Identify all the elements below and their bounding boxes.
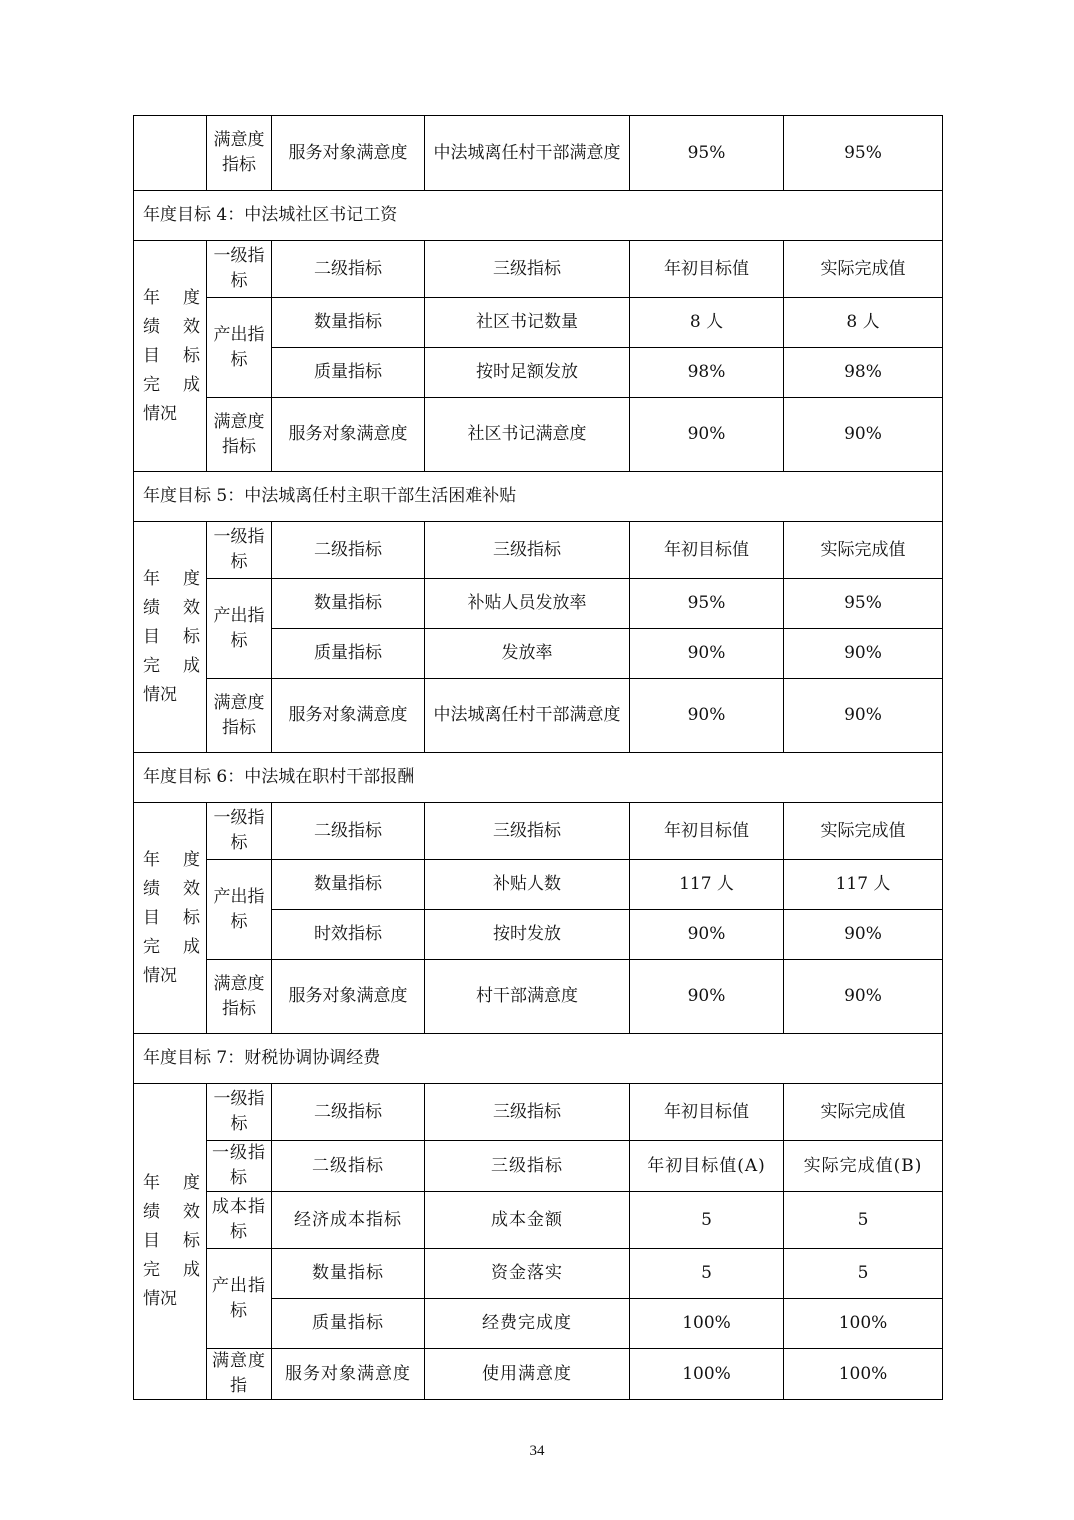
level2-cell: 质量指标 (272, 348, 425, 398)
side-label-char: 完 (143, 655, 160, 676)
actual-value: 95% (784, 116, 943, 191)
header-actual: 实际完成值 (784, 522, 943, 579)
satisfaction-label: 满意度指 (207, 1349, 272, 1400)
header-level3: 三级指标 (425, 1084, 630, 1141)
level3-cell: 经费完成度 (425, 1299, 630, 1349)
header-actual: 实际完成值 (784, 803, 943, 860)
side-label-char: 成 (183, 1260, 200, 1280)
section-row (134, 191, 943, 241)
performance-table (133, 115, 943, 1400)
level2-cell: 服务对象满意度 (272, 679, 425, 753)
side-label-char: 效 (183, 597, 200, 618)
side-label-char: 度 (183, 568, 200, 589)
side-label-char: 完 (143, 374, 160, 395)
header-target: 年初目标值(A) (630, 1141, 784, 1192)
table-row (134, 1249, 943, 1299)
level3-cell: 发放率 (425, 629, 630, 679)
satisfaction-label: 满意度指标 (207, 960, 272, 1034)
header-level2: 二级指标 (272, 1141, 425, 1192)
output-label: 产出指标 (207, 860, 272, 960)
header-level3: 三级指标 (425, 1141, 630, 1192)
actual-value: 90% (784, 679, 943, 753)
side-label (134, 522, 207, 753)
side-label-char: 目 (143, 907, 160, 928)
side-label-char: 标 (183, 345, 200, 366)
side-label-char: 绩 (143, 316, 160, 337)
header-row (134, 241, 943, 298)
level3-cell: 社区书记满意度 (425, 398, 630, 472)
header-level2: 二级指标 (272, 522, 425, 579)
side-label-char: 情况 (143, 1289, 177, 1309)
header-row (134, 1084, 943, 1141)
output-label: 产出指标 (207, 579, 272, 679)
table-row (134, 1349, 943, 1400)
header-level1: 一级指标 (207, 803, 272, 860)
level2-cell: 质量指标 (272, 1299, 425, 1349)
side-label-char: 效 (183, 878, 200, 899)
level2-cell: 时效指标 (272, 910, 425, 960)
level2-cell: 数量指标 (272, 1249, 425, 1299)
output-label: 产出指标 (207, 1249, 272, 1349)
actual-value: 5 (784, 1192, 943, 1249)
side-label-char: 成 (183, 374, 200, 395)
side-label-char: 年 (143, 1173, 160, 1193)
side-label-char: 情况 (143, 965, 177, 986)
side-label-char: 度 (183, 287, 200, 308)
header-actual: 实际完成值(B) (784, 1141, 943, 1192)
side-label-char: 年 (143, 849, 160, 870)
level3-cell: 资金落实 (425, 1249, 630, 1299)
table-row (134, 298, 943, 348)
target-value: 95% (630, 579, 784, 629)
table-row (134, 860, 943, 910)
header-row (134, 803, 943, 860)
output-label: 产出指标 (207, 298, 272, 398)
actual-value: 5 (784, 1249, 943, 1299)
level2-cell: 经济成本指标 (272, 1192, 425, 1249)
header-level1: 一级指标 (207, 522, 272, 579)
header-row (134, 1141, 943, 1192)
target-value: 5 (630, 1192, 784, 1249)
side-label-char: 完 (143, 1260, 160, 1280)
actual-value: 90% (784, 629, 943, 679)
side-label-char: 标 (183, 907, 200, 928)
actual-value: 8 人 (784, 298, 943, 348)
table-row (134, 679, 943, 753)
satisfaction-label: 满意度指标 (207, 398, 272, 472)
goal-6-title: 年度目标 6：中法城在职村干部报酬 (134, 753, 943, 803)
header-target: 年初目标值 (630, 522, 784, 579)
actual-value: 98% (784, 348, 943, 398)
header-level3: 三级指标 (425, 522, 630, 579)
side-label-char: 目 (143, 1231, 160, 1251)
target-value: 98% (630, 348, 784, 398)
level3-cell: 中法城离任村干部满意度 (425, 116, 630, 191)
side-label-char: 效 (183, 1202, 200, 1222)
level3-cell: 补贴人数 (425, 860, 630, 910)
section-row (134, 753, 943, 803)
level2-cell: 服务对象满意度 (272, 398, 425, 472)
target-value: 100% (630, 1349, 784, 1400)
table-row (134, 398, 943, 472)
side-label-char: 度 (183, 849, 200, 870)
target-value: 90% (630, 960, 784, 1034)
header-target: 年初目标值 (630, 241, 784, 298)
side-label-char: 目 (143, 626, 160, 647)
target-value: 8 人 (630, 298, 784, 348)
table-row (134, 116, 943, 191)
header-actual: 实际完成值 (784, 241, 943, 298)
side-label-char: 年 (143, 287, 160, 308)
actual-value: 100% (784, 1299, 943, 1349)
goal-5-title: 年度目标 5：中法城离任村主职干部生活困难补贴 (134, 472, 943, 522)
target-value: 117 人 (630, 860, 784, 910)
side-label-char: 绩 (143, 597, 160, 618)
header-level1: 一级指标 (207, 241, 272, 298)
table-row (134, 1192, 943, 1249)
level2-cell: 数量指标 (272, 579, 425, 629)
side-label-char: 情况 (143, 684, 177, 705)
side-label (134, 241, 207, 472)
target-value: 90% (630, 629, 784, 679)
satisfaction-label: 满意度指标 (207, 679, 272, 753)
side-label-char: 完 (143, 936, 160, 957)
actual-value: 95% (784, 579, 943, 629)
level3-cell: 中法城离任村干部满意度 (425, 679, 630, 753)
header-level1: 一级指标 (207, 1141, 272, 1192)
target-value: 100% (630, 1299, 784, 1349)
target-value: 90% (630, 398, 784, 472)
level3-cell: 补贴人员发放率 (425, 579, 630, 629)
actual-value: 117 人 (784, 860, 943, 910)
actual-value: 90% (784, 910, 943, 960)
header-level2: 二级指标 (272, 241, 425, 298)
section-row (134, 1034, 943, 1084)
side-label-char: 绩 (143, 878, 160, 899)
side-label-char: 标 (183, 1231, 200, 1251)
header-target: 年初目标值 (630, 1084, 784, 1141)
level2-cell: 服务对象满意度 (272, 1349, 425, 1400)
level2-cell: 服务对象满意度 (272, 960, 425, 1034)
actual-value: 100% (784, 1349, 943, 1400)
header-level1: 一级指标 (207, 1084, 272, 1141)
side-label-char: 度 (183, 1173, 200, 1193)
header-row (134, 522, 943, 579)
header-level2: 二级指标 (272, 1084, 425, 1141)
header-actual: 实际完成值 (784, 1084, 943, 1141)
side-label-char: 目 (143, 345, 160, 366)
target-value: 90% (630, 679, 784, 753)
page-number: 34 (529, 1443, 545, 1459)
level1-label: 满意度指标 (207, 116, 272, 191)
side-label-char: 情况 (143, 403, 177, 424)
header-level3: 三级指标 (425, 241, 630, 298)
side-label-char: 标 (183, 626, 200, 647)
level3-cell: 社区书记数量 (425, 298, 630, 348)
side-label (134, 803, 207, 1034)
goal-4-title: 年度目标 4：中法城社区书记工资 (134, 191, 943, 241)
level2-cell: 服务对象满意度 (272, 116, 425, 191)
level2-cell: 数量指标 (272, 860, 425, 910)
level3-cell: 使用满意度 (425, 1349, 630, 1400)
level3-cell: 按时足额发放 (425, 348, 630, 398)
side-label-char: 绩 (143, 1202, 160, 1222)
side-label-char: 成 (183, 655, 200, 676)
section-row (134, 472, 943, 522)
table-row (134, 960, 943, 1034)
level2-cell: 数量指标 (272, 298, 425, 348)
side-label-char: 年 (143, 568, 160, 589)
level3-cell: 成本金额 (425, 1192, 630, 1249)
level2-cell: 质量指标 (272, 629, 425, 679)
target-value: 90% (630, 910, 784, 960)
target-value: 5 (630, 1249, 784, 1299)
actual-value: 90% (784, 398, 943, 472)
side-label-char: 成 (183, 936, 200, 957)
table-row (134, 579, 943, 629)
header-level3: 三级指标 (425, 803, 630, 860)
header-level2: 二级指标 (272, 803, 425, 860)
side-label (134, 1084, 207, 1400)
cost-label: 成本指标 (207, 1192, 272, 1249)
goal-7-title: 年度目标 7：财税协调协调经费 (134, 1034, 943, 1084)
level3-cell: 村干部满意度 (425, 960, 630, 1034)
empty-cell (134, 116, 207, 191)
header-target: 年初目标值 (630, 803, 784, 860)
actual-value: 90% (784, 960, 943, 1034)
level3-cell: 按时发放 (425, 910, 630, 960)
side-label-char: 效 (183, 316, 200, 337)
target-value: 95% (630, 116, 784, 191)
